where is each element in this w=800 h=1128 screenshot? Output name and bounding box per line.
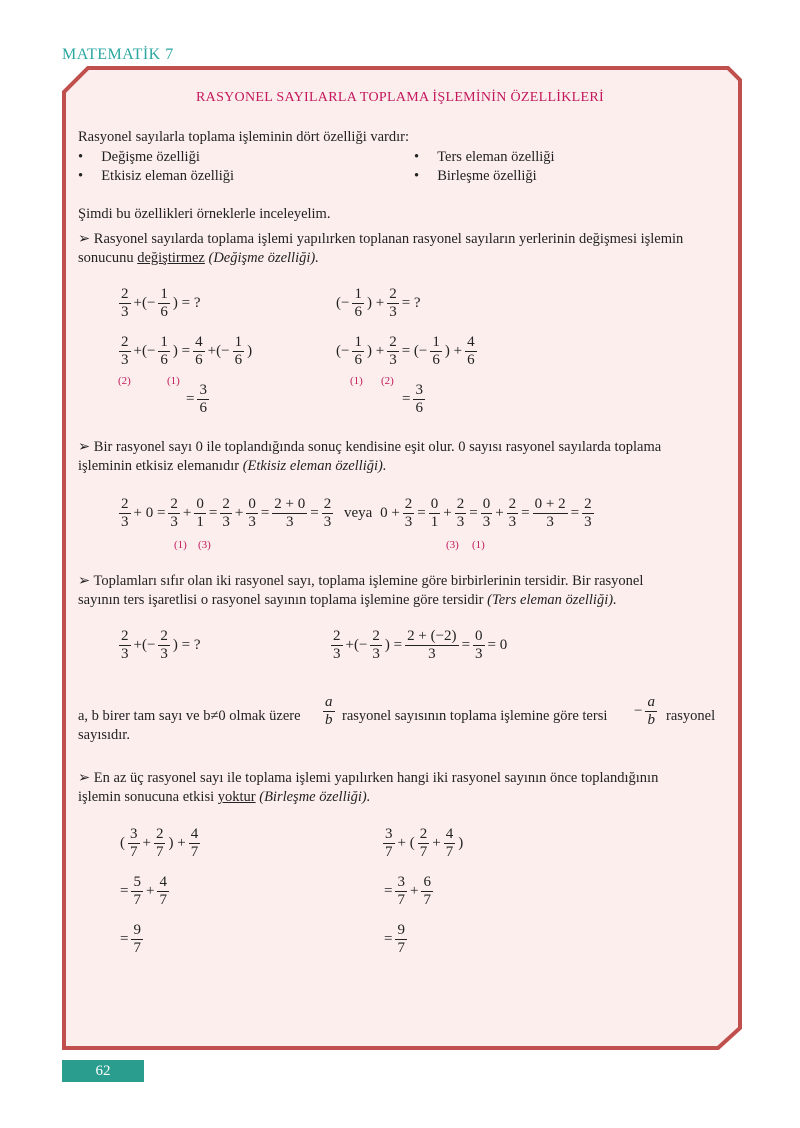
label-3a: (3) [198, 539, 211, 551]
paragraph-4c: rasyonel [666, 708, 716, 724]
math-comm-2: $\frac{2}{3}$ +(− $\frac{1}{6}$ ) = $\frac{4}{6}$ +(− $\frac{1}{6}$ ) [121, 334, 253, 368]
paragraph-4b: rasyonel sayısının toplama işlemine göre tersi [342, 708, 608, 724]
label-2: (2) [118, 375, 131, 387]
math-a-over-b: $\frac{a}{b}$ [325, 694, 333, 728]
section-title: RASYONEL SAYILARLA TOPLAMA İŞLEMİNİN ÖZELLİKLERİ [196, 90, 604, 105]
bullet-4: • Birleşme özelliği [414, 168, 537, 184]
math-identity: $\frac{2}{3}$ + 0 = $\frac{2}{3}$ + $\frac{0}{1}$ = $\frac{2}{3}$ + $\frac{0}{3}$ = $\frac{2 + 0}{3}$ = $\frac{2}{3}$ veya 0 + $\frac{2}{3}$ = $\frac{0}{1}$ + $\frac{2}{3}$ = $\frac{0}{3}$ + $\frac{2}{3}$ = $\frac{0 + 2}{3}$ = $\frac{2}{3}$ [121, 496, 592, 530]
label-1: (1) [167, 375, 180, 387]
math-assoc-1: ( $\frac{3}{7}$ + $\frac{2}{7}$ ) + $\frac{4}{7}$ [120, 826, 199, 860]
math-comm-6: = $\frac{3}{6}$ [402, 382, 423, 416]
paragraph-1a: ➢ Rasyonel sayılarda toplama işlemi yapılırken toplanan rasyonel sayıların yerlerinin değişmesi işlemin [78, 231, 684, 247]
paragraph-2b: işleminin etkisiz elemanıdır (Etkisiz eleman özelliği). [78, 458, 387, 474]
math-assoc-2: = $\frac{5}{7}$ + $\frac{4}{7}$ [120, 874, 167, 908]
math-comm-1: $\frac{2}{3}$ +(− $\frac{1}{6}$ ) = ? [121, 286, 201, 320]
math-comm-5: (− $\frac{1}{6}$ ) + $\frac{2}{3}$ = (− $\frac{1}{6}$ ) + $\frac{4}{6}$ [336, 334, 475, 368]
math-inverse-2: $\frac{2}{3}$ +(− $\frac{2}{3}$ ) = $\frac{2 + (-2)}{3}$ = $\frac{0}{3}$ = 0 [333, 628, 508, 662]
paragraph-5b: işlemin sonucuna etkisi yoktur (Birleşme özelliği). [78, 789, 371, 805]
math-neg-a-over-b: − $\frac{a}{b}$ [634, 694, 655, 728]
math-assoc-5: = $\frac{3}{7}$ + $\frac{6}{7}$ [384, 874, 431, 908]
math-comm-4: (− $\frac{1}{6}$ ) + $\frac{2}{3}$ = ? [336, 286, 421, 320]
bullet-1: • Değişme özelliği [78, 149, 200, 165]
paragraph-3b: sayının ters işaretlisi o rasyonel sayının toplama işlemine göre tersidir (Ters eleman özelliği). [78, 592, 617, 608]
intro-text: Rasyonel sayılarla toplama işleminin dört özelliği vardır: [78, 129, 410, 145]
math-assoc-6: = $\frac{9}{7}$ [384, 922, 405, 956]
math-inverse-1: $\frac{2}{3}$ +(− $\frac{2}{3}$ ) = ? [121, 628, 201, 662]
math-comm-3: = $\frac{3}{6}$ [186, 382, 207, 416]
label-1d: (1) [472, 539, 485, 551]
paragraph-4a: a, b birer tam sayı ve b≠0 olmak üzere [78, 708, 301, 724]
math-assoc-4: $\frac{3}{7}$ + ( $\frac{2}{7}$ + $\frac{4}{7}$ ) [385, 826, 464, 860]
header: MATEMATİK 7 [62, 46, 174, 63]
bullet-2: • Etkisiz eleman özelliği [78, 168, 235, 184]
label-2b: (2) [381, 375, 394, 387]
paragraph-2a: ➢ Bir rasyonel sayı 0 ile toplandığında sonuç kendisine eşit olur. 0 sayısı rasyonel sayılarda toplama [78, 439, 662, 455]
label-1c: (1) [174, 539, 187, 551]
paragraph-1b: sonucunu değiştirmez (Değişme özelliği). [78, 250, 319, 266]
paragraph-4d: sayısıdır. [78, 727, 130, 743]
label-1b: (1) [350, 375, 363, 387]
now-text: Şimdi bu özellikleri örneklerle inceleyelim. [78, 206, 331, 222]
paragraph-5a: ➢ En az üç rasyonel sayı ile toplama işlemi yapılırken hangi iki rasyonel sayının önce toplandığının [78, 770, 659, 786]
bullet-3: • Ters eleman özelliği [414, 149, 555, 165]
math-assoc-3: = $\frac{9}{7}$ [120, 922, 141, 956]
label-3b: (3) [446, 539, 459, 551]
page-number: 62 [62, 1060, 144, 1082]
paragraph-3a: ➢ Toplamları sıfır olan iki rasyonel sayı, toplama işlemine göre birbirlerinin tersidir. Bir rasyonel [78, 573, 644, 589]
